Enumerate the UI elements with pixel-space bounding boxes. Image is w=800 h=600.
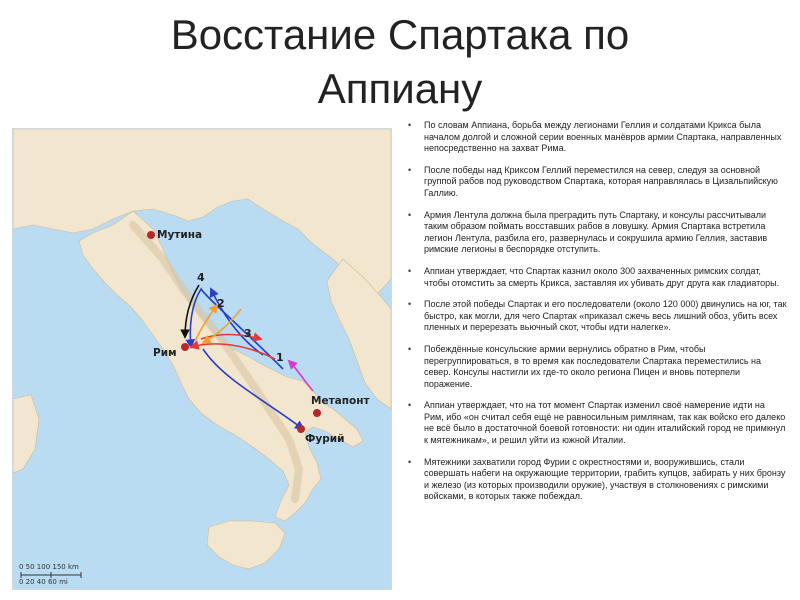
city-label-furii: Фурий — [305, 433, 345, 445]
slide-title-line-2: Аппиану — [317, 65, 483, 112]
map-drawing — [13, 129, 391, 589]
step-label-4: 4 — [197, 271, 205, 284]
step-label-1: 1 — [276, 351, 284, 364]
bullet-item: • Аппиан утверждает, что на тот момент Спартак изменил своё намерение идти на Рим, ибо «он считал себя ещё не равносильным римлянам, так как войско его далеко не всё было в достаточной боевой готовности: ни один италийский город не примкнул к мятежникам», и решил уйти из южной Италии. — [402, 400, 787, 446]
step-label-2: 2 — [217, 297, 225, 310]
step-label-3: 3 — [244, 327, 252, 340]
city-dot-mutina — [147, 231, 155, 239]
scale-km-label: 0 50 100 150 km — [19, 563, 79, 571]
bullet-item: • Армия Лентула должна была преградить путь Спартаку, и консулы рассчитывали таким образом поймать восставших рабов в ловушку. Армия Спартака встретила легион Лентула, разбила его, развернулась и сокрушила армию Геллия, заставив римские легионы в беспорядке отступить. — [402, 210, 787, 256]
bullet-item: • После победы над Криксом Геллий переместился на север, следуя за основной группой рабов под руководством Спартака, которая направлялась в Цизальпийскую Галлию. — [402, 165, 787, 200]
bullet-item: • Побеждённые консульские армии вернулись обратно в Рим, чтобы перегруппироваться, в то время как последователи Спартака переместились на север. Консулы настигли их где-то около региона Пицен и вновь потерпели поражение. — [402, 344, 787, 390]
scale-mi-label: 0 20 40 60 mi — [19, 578, 68, 586]
bullet-item: • По словам Аппиана, борьба между легионами Геллия и солдатами Крикса была началом долгой и сложной серии военных манёвров армии Спартака, направленных непосредственно на захват Рима. — [402, 120, 787, 155]
bullet-item: • Мятежники захватили город Фурии с окрестностями и, вооружившись, стали совершать набеги на окружающие территории, грабить купцов, забирать у них бронзу и железо (из которых производили оружие), участвуя в столкновениях с римскими войсками, в которых также побеждал. — [402, 457, 787, 503]
bullet-item: • После этой победы Спартак и его последователи (около 120 000) двинулись на юг, так быстро, как могли, для чего Спартак «приказал сжечь весь лишний обоз, убить всех пленных и перерезать вьючный скот, чтобы идти налегке». — [402, 299, 787, 334]
city-label-mutina: Мутина — [157, 229, 203, 241]
city-label-rome: Рим — [153, 347, 177, 359]
slide-title — [0, 8, 800, 116]
bullet-list — [402, 120, 787, 513]
bullet-item: • Аппиан утверждает, что Спартак казнил около 300 захваченных римских солдат, чтобы отомстить за смерть Крикса, заставляя их убивать друг друга как гладиаторы. — [402, 266, 787, 289]
slide-title-line-1: Восстание Спартака по — [170, 11, 630, 58]
city-label-metapont: Метапонт — [311, 395, 370, 407]
city-dot-furii — [297, 425, 305, 433]
city-dot-rome — [181, 343, 189, 351]
city-dot-metapont — [313, 409, 321, 417]
italy-map — [12, 128, 392, 590]
